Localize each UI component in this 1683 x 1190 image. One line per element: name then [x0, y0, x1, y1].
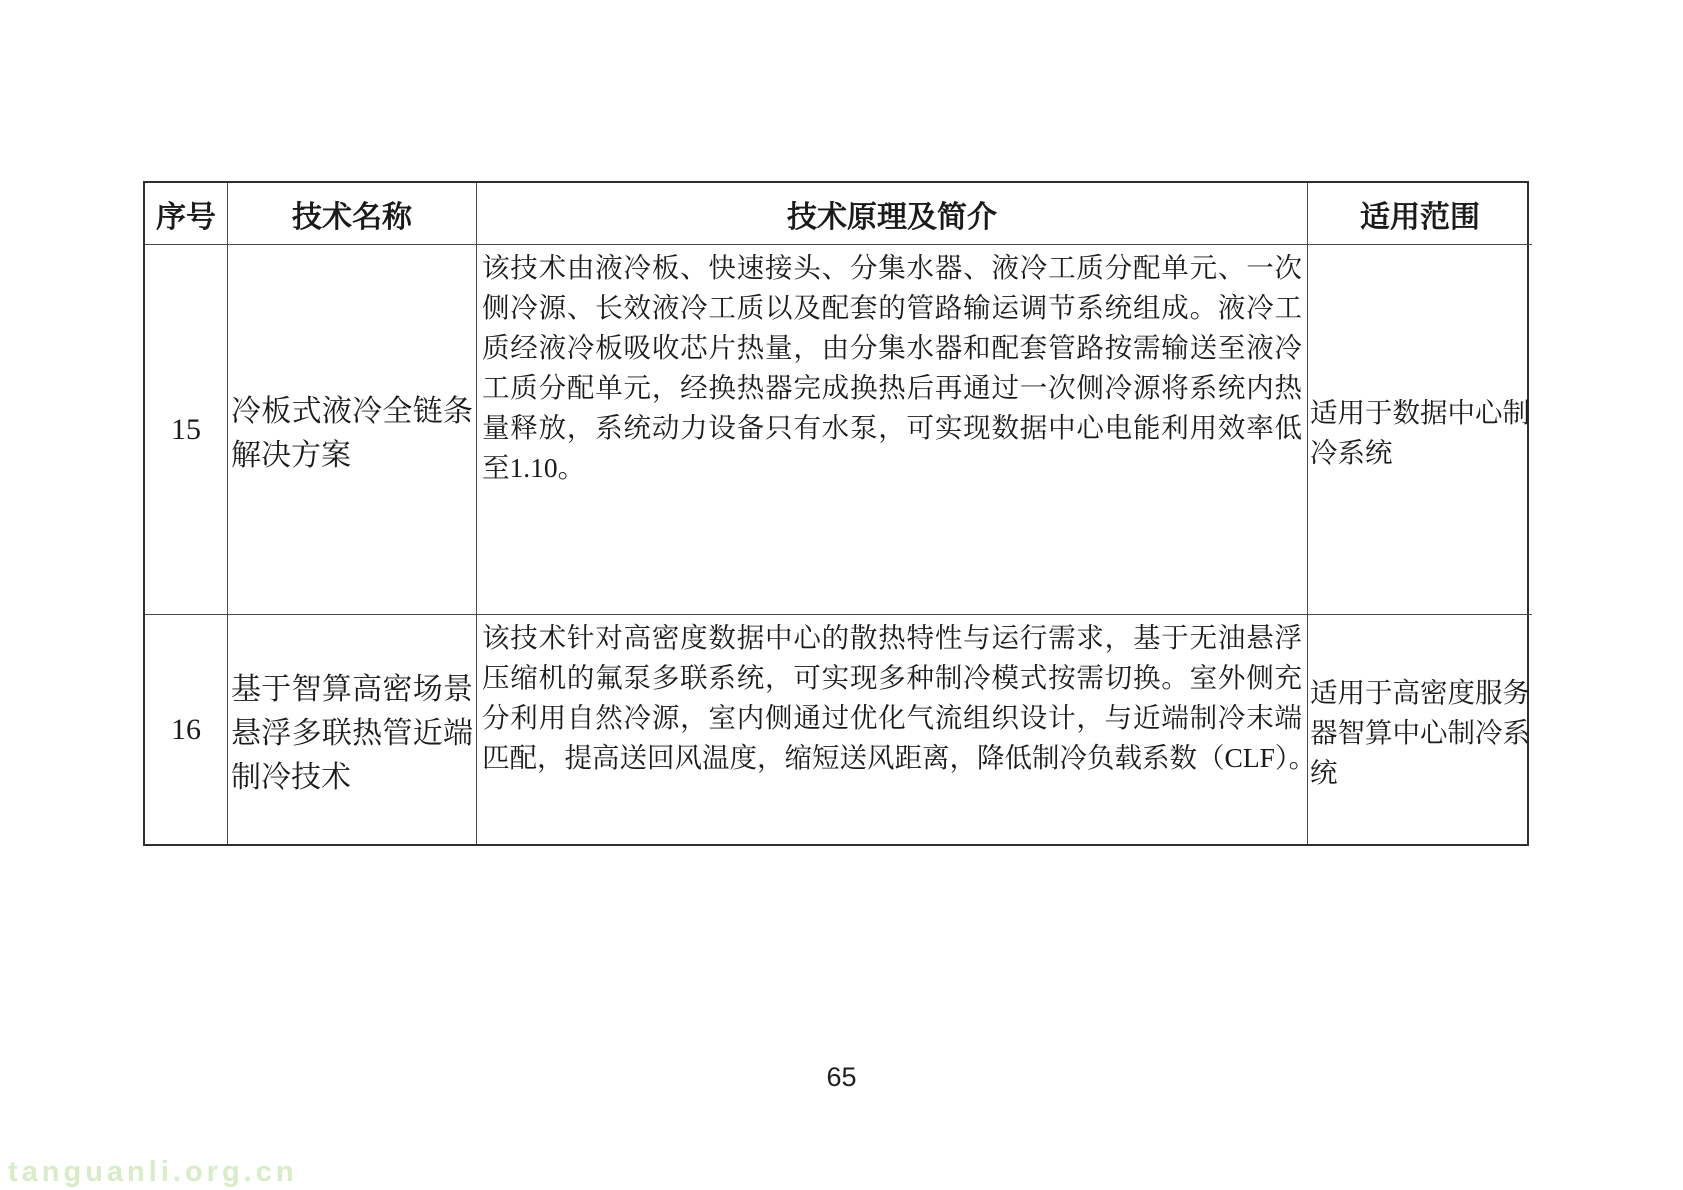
text-line: 分利用自然冷源，室内侧通过优化气流组织设计，与近端制冷末端: [482, 702, 1302, 733]
text-line: 适用于数据中心制: [1310, 396, 1530, 428]
header-cell-scope: [1308, 183, 1532, 245]
watermark: tanguanli.org.cn: [8, 1156, 298, 1188]
text-line: 冷板式液冷全链条: [231, 394, 473, 428]
row-15-scope: [1308, 245, 1532, 615]
text-line: 至1.10。: [482, 452, 586, 483]
row-16-scope: [1308, 615, 1532, 844]
text-line: 该技术由液冷板、快速接头、分集水器、液冷工质分配单元、一次: [482, 252, 1302, 283]
row-15-name: [228, 245, 477, 615]
text-line: 器智算中心制冷系: [1310, 716, 1530, 748]
header-description-label: 技术原理及简介: [787, 200, 997, 234]
header-name-label: 技术名称: [292, 200, 412, 234]
row-16-index: [145, 615, 228, 844]
row-16-description: [477, 615, 1317, 844]
row-index-value: 15: [171, 412, 201, 446]
page-number: 65: [826, 1062, 857, 1092]
text-line: 适用于高密度服务: [1310, 676, 1530, 708]
text-line: 制冷技术: [231, 760, 351, 794]
row-16-name: [228, 615, 477, 844]
text-line: 质经液冷板吸收芯片热量，由分集水器和配套管路按需输送至液冷: [482, 332, 1302, 363]
text-line: 基于智算高密场景: [231, 672, 473, 706]
text-line: 压缩机的氟泵多联系统，可实现多种制冷模式按需切换。室外侧充: [482, 662, 1302, 693]
header-cell-index: [145, 183, 228, 245]
technology-table: [143, 181, 1529, 846]
header-scope-label: 适用范围: [1360, 200, 1480, 234]
text-line: 匹配，提高送回风温度，缩短送风距离，降低制冷负载系数（CLF）。: [482, 742, 1317, 773]
text-line: 量释放，系统动力设备只有水泵，可实现数据中心电能利用效率低: [482, 412, 1302, 443]
text-line: 统: [1310, 756, 1338, 788]
row-15-index: [145, 245, 228, 615]
text-line: 解决方案: [231, 438, 351, 472]
header-cell-name: [228, 183, 477, 245]
text-line: 该技术针对高密度数据中心的散热特性与运行需求，基于无油悬浮: [482, 622, 1302, 653]
text-line: 工质分配单元，经换热器完成换热后再通过一次侧冷源将系统内热: [482, 372, 1302, 403]
header-index-label: 序号: [156, 200, 216, 234]
text-line: 侧冷源、长效液冷工质以及配套的管路输运调节系统组成。液冷工: [482, 292, 1302, 323]
text-line: 悬浮多联热管近端: [231, 716, 473, 750]
header-cell-description: [477, 183, 1308, 245]
row-15-description: [477, 245, 1308, 615]
text-line: 冷系统: [1310, 436, 1393, 468]
row-index-value: 16: [171, 712, 201, 746]
